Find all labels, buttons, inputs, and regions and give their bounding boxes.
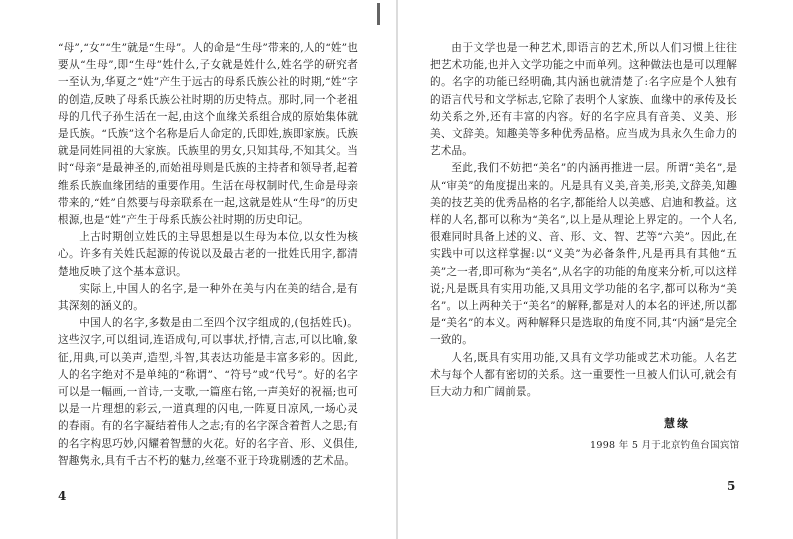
paragraph: 实际上,中国人的名字,是一种外在美与内在美的结合,是有其深刻的涵义的。 (58, 282, 358, 313)
paragraph: 上古时期创立姓氏的主导思想是以生母为本位,以女性为核心。许多有关姓氏起源的传说以及最古老的一批姓氏用字,都清楚地反映了这个基本意识。 (58, 231, 358, 278)
right-page (398, 0, 793, 539)
page-number: 4 (58, 489, 67, 503)
paragraph: 由于文学也是一种艺术,即语言的艺术,所以人们习惯上往往把艺术功能,也并入文学功能之中而单列。这种做法也是可以理解的。名字的功能已经明确,其内涵也就清楚了:名字应是个人独有的语言代号和文学标志,它除了表明个人家族、血缘中的承传及长幼关系之外,还有丰富的内容。好的名字应具有音美、义美、形美、文辞美。知趣美等多种优秀品格。应当成为具永久生命力的艺术品。 (430, 42, 737, 158)
left-page-body (58, 40, 358, 470)
paragraph: 中国人的名字,多数是由二至四个汉字组成的,(包括姓氏)。这些汉字,可以组词,连语成句,可以事状,抒情,言志,可以比喻,象征,用典,可以美声,造型,斗智,其表达功能是丰富多彩的。因此,人的名字绝对不是单纯的“称谓”、“符号”或“代号”。好的名字可以是一幅画,一首诗,一支歌,一篇座右铭,一声美好的祝福;也可以是一片理想的彩云,一道真理的闪电,一阵夏日凉风,一场心灵的春雨。有的名字凝结着伟人之志;有的名字深含着哲人之思;有的名字构思巧妙,闪耀着智慧的火花。好的名字音、形、义俱佳,智趣隽永,具有千古不朽的魅力,丝毫不亚于玲珑剔透的艺术品。 (58, 317, 358, 467)
paragraph: 至此,我们不妨把“美名”的内涵再推进一层。所谓“美名”,是从“审美”的角度提出来的。凡是具有义美,音美,形美,文辞美,知趣美的技艺美的优秀品格的名字,都能给人以美感、启迪和教益。这样的人名,都可以称为“美名”,以上是从理论上界定的。一个人名,很难同时具备上述的义、音、形、文、智、艺等“六美”。因此,在实践中可以这样掌握:以“义美”为必备条件,凡是再具有其他“五美”之一者,即可称为“美名”,从名字的功能的角度来分析,可以这样说;凡是既具有实用功能,又具用文学功能的名字,都可以称为“美名”。以上两种关于“美名”的解释,都是对人的本名的评述,所以都是“美名”的本义。两种解释只是选取的角度不同,其“内涵”是完全一致的。 (430, 162, 737, 347)
scan-artifact (377, 3, 380, 25)
author-signature: 慧缘 (664, 417, 690, 430)
right-page-body (430, 40, 737, 401)
date-place-line: 1998 年 5 月于北京钓鱼台国宾馆 (590, 440, 740, 451)
paragraph: “母”,“女”“生”就是“生母”。人的命是“生母”带来的,人的“姓”也要从“生母”,即“生母”姓什么,子女就是姓什么,姓名学的研究者一至认为,华夏之“姓”产生于远古的母系氏族公社的时期,“姓”字的创造,反映了母系氏族公社时期的历史特点。那时,同一个老祖母的几代子孙生活在一起,由这个血缘关系组合成的原始集体就是氏族。“氏族”这个名称是后人命定的,氏即姓,族即家族。氏族就是同姓同祖的大家族。氏族里的男女,只知其母,不知其父。当时“母亲”是最神圣的,而始祖母则是氏族的主持者和领导者,起着维系氏族血缘团结的重要作用。生活在母权制时代,生命是母亲带来的,“姓”自然要与母亲联系在一起,这就是姓从“生母”的历史根源,也是“姓”产生于母系氏族公社时期的历史印记。 (58, 42, 358, 227)
page-number: 5 (727, 479, 736, 493)
left-page (0, 0, 396, 539)
paragraph: 人名,既具有实用功能,又具有文学功能或艺术功能。人名艺术与每个人都有密切的关系。这一重要性一旦被人们认可,就会有巨大动力和广阔前景。 (430, 351, 737, 399)
